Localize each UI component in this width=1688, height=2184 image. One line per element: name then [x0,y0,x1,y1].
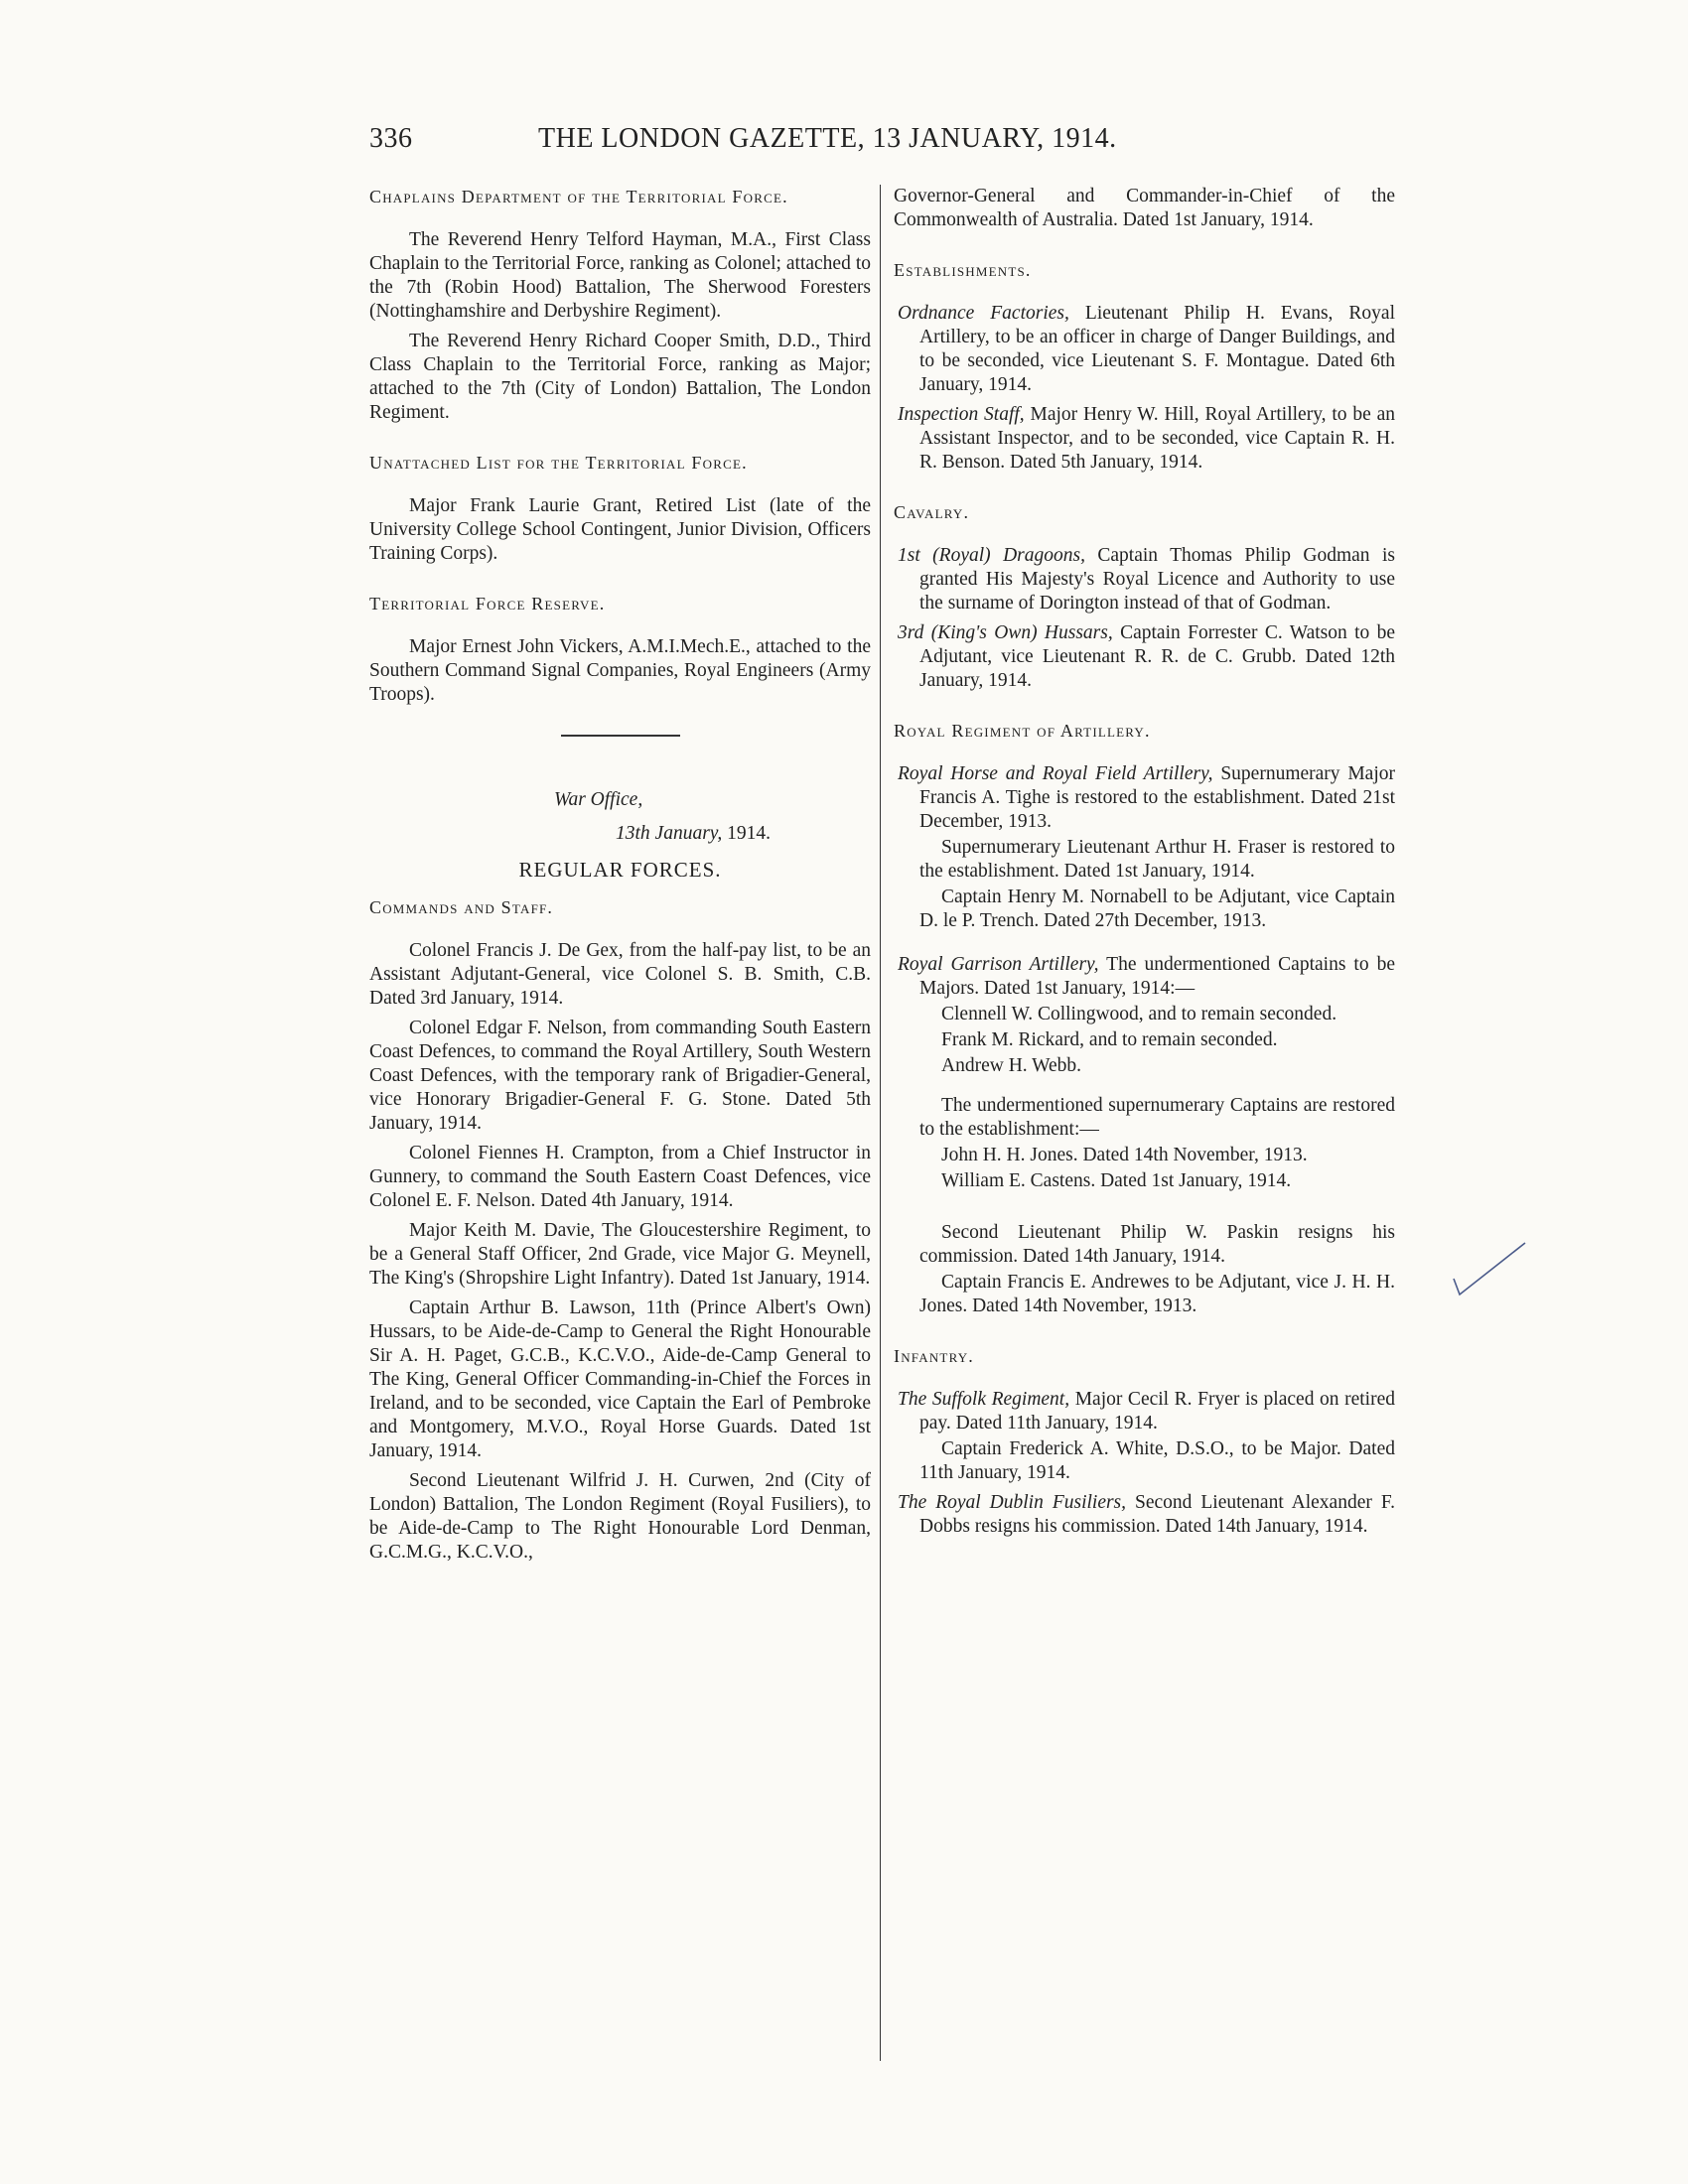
section-heading-unattached: Unattached List for the Territorial Force. [369,453,748,473]
war-office-line: War Office, [554,789,643,810]
entry-text: Major Henry W. Hill, Royal Artillery, to be an Assistant Inspector, and to be seconded, vice Captain R. H. R. Benson. Dated 5th January, 1914. [919,404,1395,473]
paragraph [894,403,1395,475]
paragraph: William E. Castens. Dated 1st January, 1914. [941,1170,1292,1191]
entry-text: Major Cecil R. Fryer is placed on retired pay. Dated 11th January, 1914. [919,1389,1395,1433]
paragraph: The Reverend Henry Telford Hayman, M.A., First Class Chaplain to the Territorial Force, ranking as Colonel; attached to the 7th (Robin Hood) Battalion, The Sherwood Foresters (Nottinghamshire and Derbyshire Regiment). [369,229,871,322]
unit-name: The Suffolk Regiment, [898,1389,1070,1410]
unit-name: Royal Horse and Royal Field Artillery, [898,763,1213,784]
paragraph: John H. H. Jones. Dated 14th November, 1913. [941,1145,1308,1165]
paragraph: Captain Frederick A. White, D.S.O., to be Major. Dated 11th January, 1914. [919,1438,1395,1483]
paragraph [894,1491,1395,1539]
unit-name: 3rd (King's Own) Hussars, [898,622,1113,643]
paragraph: Captain Francis E. Andrewes to be Adjutant, vice J. H. H. Jones. Dated 14th November, 1913. [919,1272,1395,1316]
section-heading-chaplains: Chaplains Department of the Territorial Force. [369,187,788,206]
date-day-month: 13th January, [616,823,723,844]
paragraph [894,762,1395,834]
section-heading-artillery: Royal Regiment of Artillery. [894,721,1151,741]
paragraph: Colonel Edgar F. Nelson, from commanding South Eastern Coast Defences, to command the Royal Artillery, South Western Coast Defences, with the temporary rank of Brigadier-General, vice Honorary Brigadier-General F. G. Stone. Dated 5th January, 1914. [369,1018,871,1134]
paragraph: Major Keith M. Davie, The Gloucestershire Regiment, to be a General Staff Officer, 2nd Grade, vice Major G. Meynell, The King's (Shropshire Light Infantry). Dated 1st January, 1914. [369,1220,871,1289]
entry-text: Captain Thomas Philip Godman is granted His Majesty's Royal Licence and Authority to use the surname of Dorington instead of that of Godman. [919,545,1395,614]
paragraph: Major Ernest John Vickers, A.M.I.Mech.E., attached to the Southern Command Signal Companies, Royal Engineers (Army Troops). [369,636,871,705]
paragraph: Andrew H. Webb. [941,1055,1082,1076]
section-rule [561,735,680,737]
page-number: 336 [369,123,413,154]
paragraph: Captain Arthur B. Lawson, 11th (Prince Albert's Own) Hussars, to be Aide-de-Camp to General the Right Honourable Sir A. H. Paget, G.C.B., K.C.V.O., Aide-de-Camp General to The King, General Officer Commanding-in-Chief the Forces in Ireland, and to be seconded, vice Captain the Earl of Pembroke and Montgomery, M.V.O., Royal Horse Guards. Dated 1st January, 1914. [369,1297,871,1461]
paragraph-continued: Governor-General and Commander-in-Chief of the Commonwealth of Australia. Dated 1st January, 1914. [894,186,1395,230]
pencil-tick-mark-icon [1450,1239,1529,1298]
paragraph: Second Lieutenant Wilfrid J. H. Curwen, 2nd (City of London) Battalion, The London Regiment (Royal Fusiliers), to be Aide-de-Camp to The Right Honourable Lord Denman, G.C.M.G., K.C.V.O., [369,1470,871,1563]
date-year: 1914. [727,823,771,844]
paragraph [894,621,1395,693]
section-heading-commands: Commands and Staff. [369,897,554,917]
paragraph [894,1388,1395,1435]
unit-name: The Royal Dublin Fusiliers, [898,1492,1127,1513]
paragraph [894,544,1395,615]
section-heading-establishments: Establishments. [894,260,1032,280]
paragraph: The undermentioned supernumerary Captains are restored to the establishment:— [919,1095,1395,1140]
paragraph: Colonel Francis J. De Gex, from the half-pay list, to be an Assistant Adjutant-General, vice Colonel S. B. Smith, C.B. Dated 3rd January, 1914. [369,940,871,1009]
entry-text: Lieutenant Philip H. Evans, Royal Artillery, to be an officer in charge of Danger Buildings, and to be seconded, vice Lieutenant S. F. Montague. Dated 6th January, 1914. [919,303,1395,395]
paragraph: Clennell W. Collingwood, and to remain seconded. [941,1004,1337,1024]
paragraph [894,302,1395,397]
entry-text: Second Lieutenant Alexander F. Dobbs resigns his commission. Dated 14th January, 1914. [919,1492,1395,1537]
paragraph: The Reverend Henry Richard Cooper Smith, D.D., Third Class Chaplain to the Territorial Force, ranking as Major; attached to the 7th (City of London) Battalion, The London Regiment. [369,331,871,423]
unit-name: 1st (Royal) Dragoons, [898,545,1085,566]
regular-forces-title: REGULAR FORCES. [518,858,722,882]
paragraph: Colonel Fiennes H. Crampton, from a Chief Instructor in Gunnery, to command the South Eastern Coast Defences, vice Colonel E. F. Nelson. Dated 4th January, 1914. [369,1143,871,1211]
paragraph: Captain Henry M. Nornabell to be Adjutant, vice Captain D. le P. Trench. Dated 27th December, 1913. [919,887,1395,931]
paragraph: Frank M. Rickard, and to remain seconded. [941,1029,1278,1050]
entry-text: The undermentioned Captains to be Majors. Dated 1st January, 1914:— [919,954,1395,999]
unit-name: Royal Garrison Artillery, [898,954,1099,975]
page-header [369,123,1263,163]
section-heading-infantry: Infantry. [894,1346,975,1366]
unit-name: Ordnance Factories, [898,303,1069,324]
entry-text: Captain Forrester C. Watson to be Adjutant, vice Lieutenant R. R. de C. Grubb. Dated 12th January, 1914. [919,622,1396,691]
entry-text: Supernumerary Major Francis A. Tighe is restored to the establishment. Dated 21st December, 1913. [919,763,1395,832]
unit-name: Inspection Staff, [898,404,1025,425]
paragraph: Second Lieutenant Philip W. Paskin resigns his commission. Dated 14th January, 1914. [919,1222,1395,1267]
paragraph: Major Frank Laurie Grant, Retired List (late of the University College School Contingent, Junior Division, Officers Training Corps). [369,495,871,564]
section-heading-cavalry: Cavalry. [894,502,970,522]
column-divider [880,185,881,2061]
paragraph [894,953,1395,1001]
left-column [369,185,871,1565]
paragraph: Supernumerary Lieutenant Arthur H. Fraser is restored to the establishment. Dated 1st January, 1914. [919,837,1395,882]
section-heading-reserve: Territorial Force Reserve. [369,594,606,614]
gazette-title: THE LONDON GAZETTE, 13 JANUARY, 1914. [538,123,1117,154]
right-column [894,185,1395,1539]
war-office-date [369,822,871,846]
